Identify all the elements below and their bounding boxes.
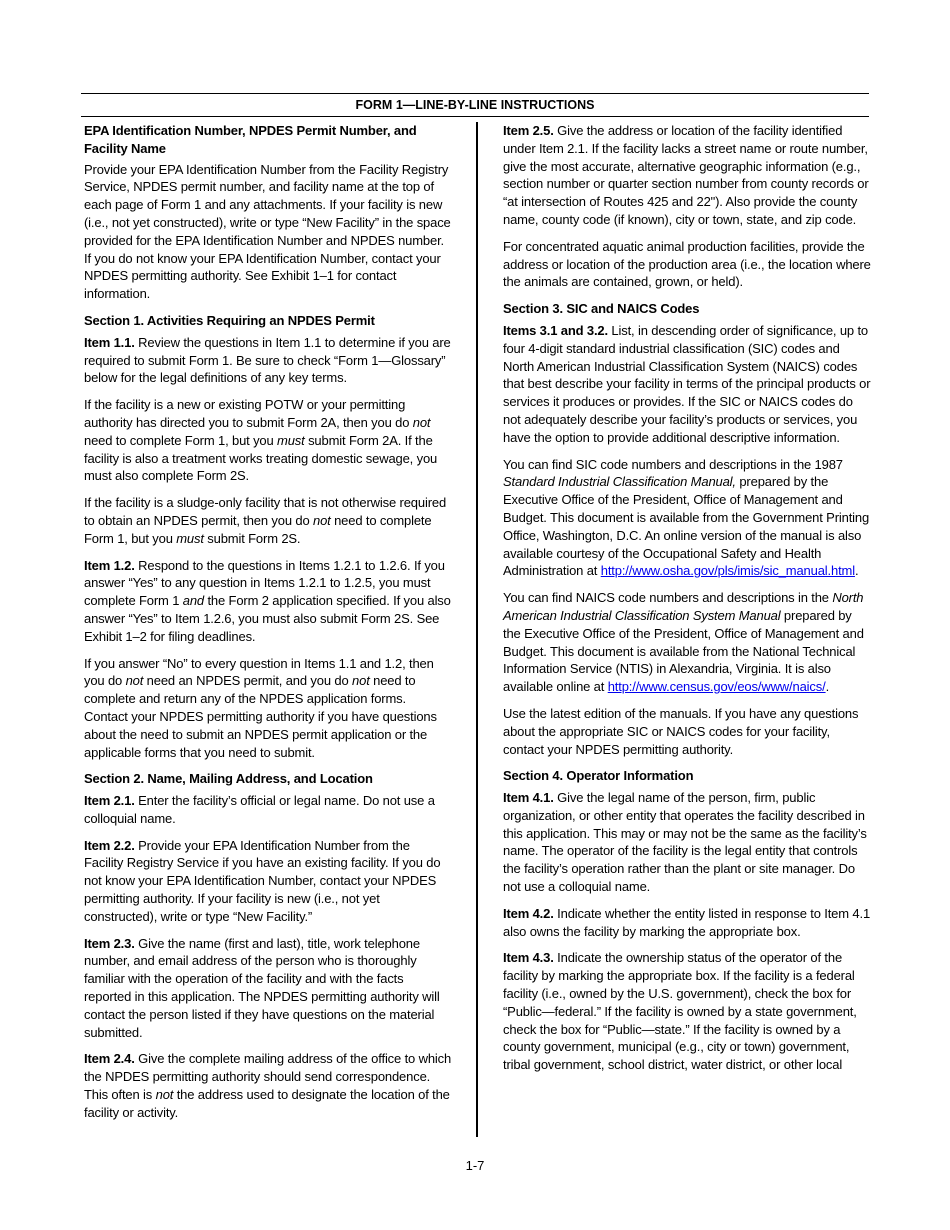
naics-text-b: prepared by the Executive Office of the President, Office of Management and Budget. This document is available from the National Technical Information Service (NTIS) in Alexandria, Virginia. It is also available online at [503, 607, 864, 695]
potw-text-a: If the facility is a new or existing POTW or your permitting authority has directed you to submit Form 2A, then you do [84, 397, 413, 430]
no-answer-emphasis-not-1: not [125, 673, 144, 689]
no-answer-emphasis-not-2: not [352, 673, 370, 689]
item-2-3-paragraph [84, 935, 452, 1042]
section-4-heading: Section 4. Operator Information [503, 768, 694, 784]
potw-text-c: submit Form 2A. If the facility is also a treatment works treating domestic sewage, you must also complete Form 2S. [84, 432, 438, 484]
sludge-emphasis-must: must [176, 530, 204, 546]
item-4-2-text: Indicate whether the entity listed in response to Item 4.1 also owns the facility by marking the appropriate box. [503, 905, 871, 939]
naics-link[interactable]: http://www.census.gov/eos/www/naics/ [607, 679, 826, 695]
sic-text-c: . [854, 563, 859, 579]
sic-paragraph [503, 456, 871, 581]
item-2-2-label: Item 2.2. [84, 837, 135, 853]
item-4-2-paragraph [503, 905, 871, 941]
item-2-1-label: Item 2.1. [84, 793, 135, 809]
sludge-emphasis-not: not [313, 512, 331, 528]
page-number: 1-7 [465, 1158, 485, 1173]
item-1-2-text-b: the Form 2 application specified. If you also answer “Yes” to Item 1.2.6, you must also submit Form 2S. See Exhibit 1–2 for filing deadlines. [84, 593, 451, 644]
item-4-1-paragraph [503, 789, 871, 896]
item-1-1-paragraph [84, 334, 452, 387]
section-3-heading: Section 3. SIC and NAICS Codes [503, 301, 700, 317]
items-3-1-3-2-label: Items 3.1 and 3.2. [503, 322, 608, 338]
page-header: FORM 1—LINE-BY-LINE INSTRUCTIONS [81, 93, 869, 117]
item-4-3-label: Item 4.3. [503, 950, 554, 966]
sludge-text-a: If the facility is a sludge-only facility that is not otherwise required to obtain an NPDES permit, then you do [84, 495, 447, 528]
section-2-heading: Section 2. Name, Mailing Address, and Location [84, 771, 373, 787]
item-4-3-paragraph [503, 949, 871, 1074]
item-4-1-label: Item 4.1. [503, 790, 554, 806]
item-1-2-emphasis-and: and [182, 593, 204, 609]
potw-paragraph [84, 396, 452, 485]
item-2-1-paragraph [84, 792, 452, 828]
item-1-2-text-a: Respond to the questions in Items 1.2.1 to 1.2.6. If you answer “Yes” to any question in Items 1.2.1 to 1.2.5, you must complete Form 1 [84, 557, 445, 609]
potw-emphasis-must: must [277, 432, 305, 448]
section-1-heading: Section 1. Activities Requiring an NPDES Permit [84, 312, 375, 328]
item-2-5-label: Item 2.5. [503, 123, 554, 138]
item-4-1-text: Give the legal name of the person, firm, public organization, or other entity that operates the facility described in this application. This may or may not be the same as the facility’s name. The operator of the facility is the legal entity that controls the facility’s operation rather than the plant or site manager. Do not use a colloquial name. [503, 790, 867, 895]
items-3-1-3-2-text: List, in descending order of significance, up to four 4-digit standard industrial classification (SIC) codes and North American Industrial Classification System (NAICS) codes that best describe your facility in terms of the principal products or services it produces or provides. If the SIC or NAICS codes do not adequately describe your facility’s products or services, you have the option to provide additional descriptive information. [503, 322, 871, 445]
sic-text-b: prepared by the Executive Office of the President, Office of Management and Budget. This document is available from the Government Printing Office, Washington, D.C. An online version of the manual is also available courtesy of the Occupational Safety and Health Administration at [503, 474, 870, 579]
sludge-text-b: need to complete Form 1, but you [84, 512, 432, 546]
no-answer-paragraph [84, 655, 452, 762]
naics-paragraph [503, 589, 871, 696]
column-divider [476, 122, 478, 1137]
aquatic-paragraph: For concentrated aquatic animal production facilities, provide the address or location of the production area (i.e., the location where the animals are contained, grown, or held). [503, 238, 871, 290]
item-2-4-paragraph [84, 1050, 452, 1121]
item-4-3-text: Indicate the ownership status of the operator of the facility by marking the appropriate box. If the facility is a federal facility (i.e., owned by the U.S. government), check the box for “Public—federal.” If the facility is owned by a state government, check the box for “Public—state.” If the facility is owned by a county government, municipal (e.g., city or town) government, tribal government, school district, water district, or other local [503, 950, 857, 1073]
sic-text-a: You can find SIC code numbers and descriptions in the 1987 [503, 456, 843, 472]
item-2-1-text: Enter the facility’s official or legal name. Do not use a colloquial name. [84, 793, 435, 826]
sludge-paragraph [84, 494, 452, 547]
item-2-5-text: Give the address or location of the facility identified under Item 2.1. If the facility lacks a street name or route number, give the most accurate, alternative geographic information (e.g., section number or quarter section number from county records or “at intersection of Routes 425 and 22"). Also provide the county name, county code (if known), city or town, state, and zip code. [503, 123, 869, 227]
sic-manual-title: Standard Industrial Classification Manual, [503, 474, 736, 490]
potw-text-b: need to complete Form 1, but you [84, 432, 278, 448]
item-2-4-label: Item 2.4. [84, 1051, 135, 1067]
item-2-3-label: Item 2.3. [84, 935, 135, 951]
item-1-1-label: Item 1.1. [84, 334, 135, 350]
no-answer-text-b: need an NPDES permit, and you do [143, 673, 353, 689]
no-answer-text-c: need to complete and return any of the NPDES application forms. Contact your NPDES permitting authority if you have questions about the need to submit an NPDES permit application or the applicable forms that you need to submit. [84, 673, 437, 760]
item-2-2-text: Provide your EPA Identification Number from the Facility Registry Service if you have an existing facility. If you do not know your EPA Identification Number, contact your NPDES permitting authority. If your facility is new (i.e., not yet constructed), write or type “New Facility.” [84, 837, 441, 924]
intro-paragraph: Provide your EPA Identification Number from the Facility Registry Service, NPDES permit number, and facility name at the top of each page of Form 1 and any attachments. If your facility is new (i.e., not yet constructed), write or type “New Facility” in the space provided for the EPA Identification Number and NPDES number. If you do not know your EPA Identification Number, contact your NPDES permitting authority. See Exhibit 1–1 for contact information. [84, 161, 451, 302]
sludge-text-c: submit Form 2S. [203, 530, 301, 546]
sic-manual-link[interactable]: http://www.osha.gov/pls/imis/sic_manual.html [600, 563, 855, 579]
naics-text-c: . [825, 679, 830, 695]
items-3-1-3-2-paragraph [503, 322, 871, 447]
item-2-5-paragraph [503, 122, 871, 229]
item-2-4-text-b: the address used to designate the location of the facility or activity. [84, 1087, 450, 1120]
item-1-2-paragraph [84, 557, 452, 646]
left-column [84, 122, 452, 1131]
no-answer-text-a: If you answer “No” to every question in Items 1.1 and 1.2, then you do [84, 655, 434, 689]
potw-emphasis-not: not [412, 414, 431, 430]
latest-edition-paragraph: Use the latest edition of the manuals. If you have any questions about the appropriate SIC or NAICS codes for your facility, contact your NPDES permitting authority. [503, 705, 859, 757]
item-1-2-label: Item 1.2. [84, 557, 135, 573]
item-2-3-text: Give the name (first and last), title, work telephone number, and email address of the person who is thoroughly familiar with the operation of the facility and with the facts reported in this application. The NPDES permitting authority will contact the person listed if they have questions on the material submitted. [84, 935, 440, 1040]
right-column [503, 122, 871, 1083]
item-2-4-text-a: Give the complete mailing address of the office to which the NPDES permitting authority should send correspondence. This often is [84, 1051, 452, 1103]
item-2-4-emphasis-not: not [155, 1087, 174, 1103]
item-4-2-label: Item 4.2. [503, 905, 554, 921]
item-2-2-paragraph [84, 837, 452, 926]
naics-text-a: You can find NAICS code numbers and descriptions in the [503, 590, 833, 606]
intro-heading: EPA Identification Number, NPDES Permit Number, and Facility Name [84, 123, 417, 156]
naics-manual-title: North American Industrial Classification System Manual [503, 590, 864, 623]
item-1-1-text: Review the questions in Item 1.1 to determine if you are required to submit Form 1. Be sure to check “Form 1—Glossary” below for the legal definitions of any key terms. [84, 334, 451, 386]
